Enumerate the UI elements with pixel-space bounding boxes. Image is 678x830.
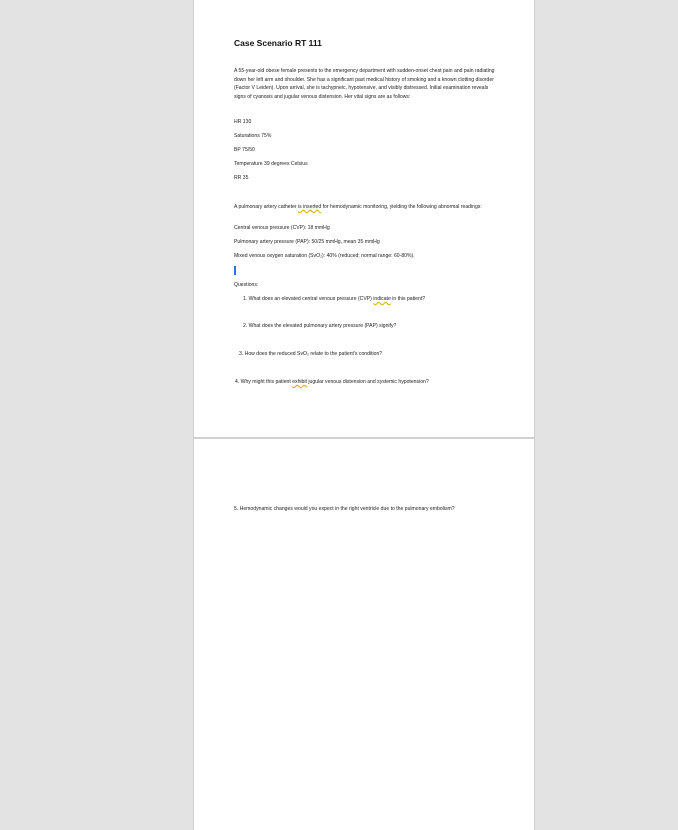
- spellcheck-flag-is-inserted[interactable]: is inserted: [298, 204, 322, 210]
- document-page-2[interactable]: [194, 439, 534, 830]
- catheter-text-start: A pulmonary artery catheter: [234, 204, 298, 210]
- vital-saturations: Saturations 75%: [234, 133, 272, 139]
- document-page-1[interactable]: [194, 0, 534, 437]
- catheter-paragraph: [234, 203, 498, 212]
- question-1: [243, 296, 425, 303]
- question-1-start: 1. What does an elevated central venous pressure (CVP): [243, 296, 374, 302]
- question-2: 2. What does the elevated pulmonary artery pressure (PAP) signify?: [243, 323, 397, 329]
- question-3: 3. How does the reduced SvO₂ relate to the patient's condition?: [239, 351, 383, 357]
- reading-svo2: Mixed venous oxygen saturation (SvO₂): 40% (reduced; normal range: 60-80%).: [234, 253, 415, 259]
- intro-paragraph: A 55-year-old obese female presents to the emergency department with sudden-onset chest pain and pain radiating down her left arm and shoulder. She has a significant past medical history of smoking and a known clotting disorder (Factor V Leiden). Upon arrival, she is tachypneic, hypotensive, and visibly distressed. Initial examination reveals signs of cyanosis and jugular venous distension. Her vital signs are as follows:: [234, 68, 495, 100]
- question-5: 5. Hemodynamic changes would you expect in the right ventricle due to the pulmonary embolism?: [234, 506, 455, 512]
- spellcheck-flag-exhibit[interactable]: exhibit: [292, 379, 307, 385]
- vital-rr: RR 35: [234, 175, 249, 181]
- question-4-start: 4. Why might this patient: [235, 379, 293, 385]
- reading-pap: Pulmonary artery pressure (PAP): 50/25 mmHg, mean 35 mmHg: [234, 239, 380, 245]
- question-1-end: in this patient?: [390, 296, 426, 302]
- page-1-content: [234, 0, 496, 437]
- questions-heading: Questions:: [234, 282, 259, 288]
- vital-temperature: Temperature 39 degrees Celsius: [234, 161, 308, 167]
- reading-cvp: Central venous pressure (CVP): 18 mmHg: [234, 225, 330, 231]
- catheter-text-end: for hemodynamic monitoring, yielding the following abnormal readings:: [321, 204, 482, 210]
- question-4: [235, 379, 429, 386]
- question-4-end: jugular venous distension and systemic hypotension?: [306, 379, 429, 385]
- spellcheck-flag-indicate[interactable]: indicate: [373, 296, 391, 302]
- vital-hr: HR 130: [234, 119, 252, 125]
- document-title: Case Scenario RT 111: [234, 38, 322, 48]
- text-cursor: [234, 266, 236, 275]
- vital-bp: BP 75/50: [234, 147, 255, 153]
